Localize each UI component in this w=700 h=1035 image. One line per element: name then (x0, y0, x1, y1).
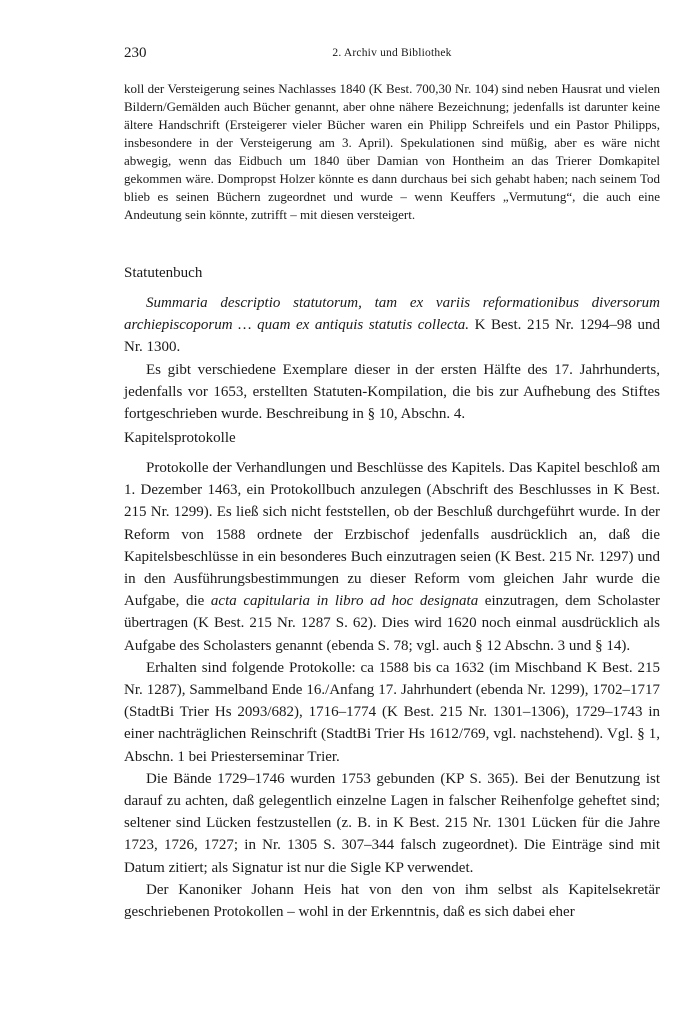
kapitelsprotokolle-section (124, 457, 660, 923)
kapitelsprotokolle-paragraph-3: Die Bände 1729–1746 wurden 1753 gebunden (KP S. 365). Bei der Benutzung ist darauf zu achten, daß gelegentlich einzelne Lagen in falscher Reihenfolge geheftet sind; seltener sind Lücken festzustellen (z. B. in K Best. 215 Nr. 1301 Lücken für die Jahre 1723, 1726, 1727; in Nr. 1305 S. 307–344 falsch zugeordnet). Die Einträge sind mit Datum zitiert; als Signatur ist nur die Sigle KP verwendet. (124, 770, 660, 876)
kapitel-p1-text-b: einzutragen, dem Scholaster übertragen (K Best. 215 Nr. 1287 S. 62). Dies wird 1620 noch einmal ausdrücklich als Aufgabe des Scholasters genannt (ebenda S. 78; vgl. auch § 12 Abschn. 3 und § 14). (124, 593, 661, 654)
running-head (124, 45, 660, 65)
statutenbuch-paragraph-1 (124, 292, 660, 359)
page-number: 230 (124, 45, 147, 61)
kapitelsprotokolle-paragraph-2: Erhalten sind folgende Protokolle: ca 1588 bis ca 1632 (im Mischband K Best. 215 Nr. 1287), Sammelband Ende 16./Anfang 17. Jahrhundert (ebenda Nr. 1299), 1702–1717 (StadtBi Trier Hs 2093/682), 1716–1774 (K Best. 215 Nr. 1301–1306), 1729–1743 in einer nachträglichen Reinschrift (StadtBi Trier Hs 1612/769, vgl. nachstehend). Vgl. § 1, Abschn. 1 bei Priesterseminar Trier. (124, 659, 660, 765)
kapitelsprotokolle-paragraph-1 (124, 457, 660, 657)
statutenbuch-latin-title: Summaria descriptio statutorum, tam ex variis reformationibus diversorum archiepiscoporum … quam ex antiquis statutis collecta. (124, 295, 660, 334)
statutenbuch-reference: K Best. 215 Nr. 1294–98 und Nr. 1300. (124, 317, 661, 356)
statutenbuch-section (124, 292, 660, 425)
section-heading-kapitelsprotokolle: Kapitelsprotokolle (124, 430, 236, 446)
statutenbuch-paragraph-2: Es gibt verschiedene Exemplare dieser in der ersten Hälfte des 17. Jahrhunderts, jedenfalls vor 1653, erstellten Statuten-Kompilation, die bis zur Aufhebung des Stiftes fortgeschrieben wurde. Beschreibung in § 10, Abschn. 4. (124, 361, 660, 423)
kapitel-p1-latin-phrase: acta capitularia in libro ad hoc designata (210, 593, 479, 610)
intro-paragraph: koll der Versteigerung seines Nachlasses 1840 (K Best. 700,30 Nr. 104) sind neben Hausrat und vielen Bildern/Gemälden auch Bücher genannt, aber ohne nähere Bezeichnung; jedenfalls ist darunter keine ältere Handschrift (Ersteigerer vieler Bücher waren ein Philipp Schreifels und ein Pastor Philipps, insbesondere in der Versteigerung am 3. April). Spekulationen sind müßig, aber es wäre nicht abwegig, wenn das Eidbuch um 1840 über Damian von Hontheim an das Trierer Domkapitel gekommen wäre. Dompropst Holzer könnte es dann durchaus bei sich gehabt haben; nach seinem Tod blieb es seinen Büchern zugeordnet und wurde – wenn Keuffers „Vermutung“, die auch eine Andeutung sein könnte, zutrifft – mit diesen versteigert. (124, 81, 660, 222)
kapitel-p1-text-a: Protokolle der Verhandlungen und Beschlüsse des Kapitels. Das Kapitel beschloß am 1. Dezember 1463, ein Protokollbuch anzulegen (Abschrift des Beschlusses in K Best. 215 Nr. 1299). Es ließ sich nicht feststellen, ob der Beschluß durchgeführt wurde. In der Reform von 1588 ordnete der Erzbischof jedenfalls ausdrücklich an, daß die Kapitelsbeschlüsse in ein besonderes Buch einzutragen seien (K Best. 215 Nr. 1297) und in den Ausführungsbestimmungen zu dieser Reform vom gleichen Jahr wurde die Aufgabe, die (124, 460, 660, 610)
kapitelsprotokolle-paragraph-4: Der Kanoniker Johann Heis hat von den von ihm selbst als Kapitelsekretär geschriebenen Protokollen – wohl in der Erkenntnis, daß es sich dabei eher (124, 881, 660, 921)
section-heading-statutenbuch: Statutenbuch (124, 265, 203, 281)
chapter-title: 2. Archiv und Bibliothek (332, 47, 452, 59)
